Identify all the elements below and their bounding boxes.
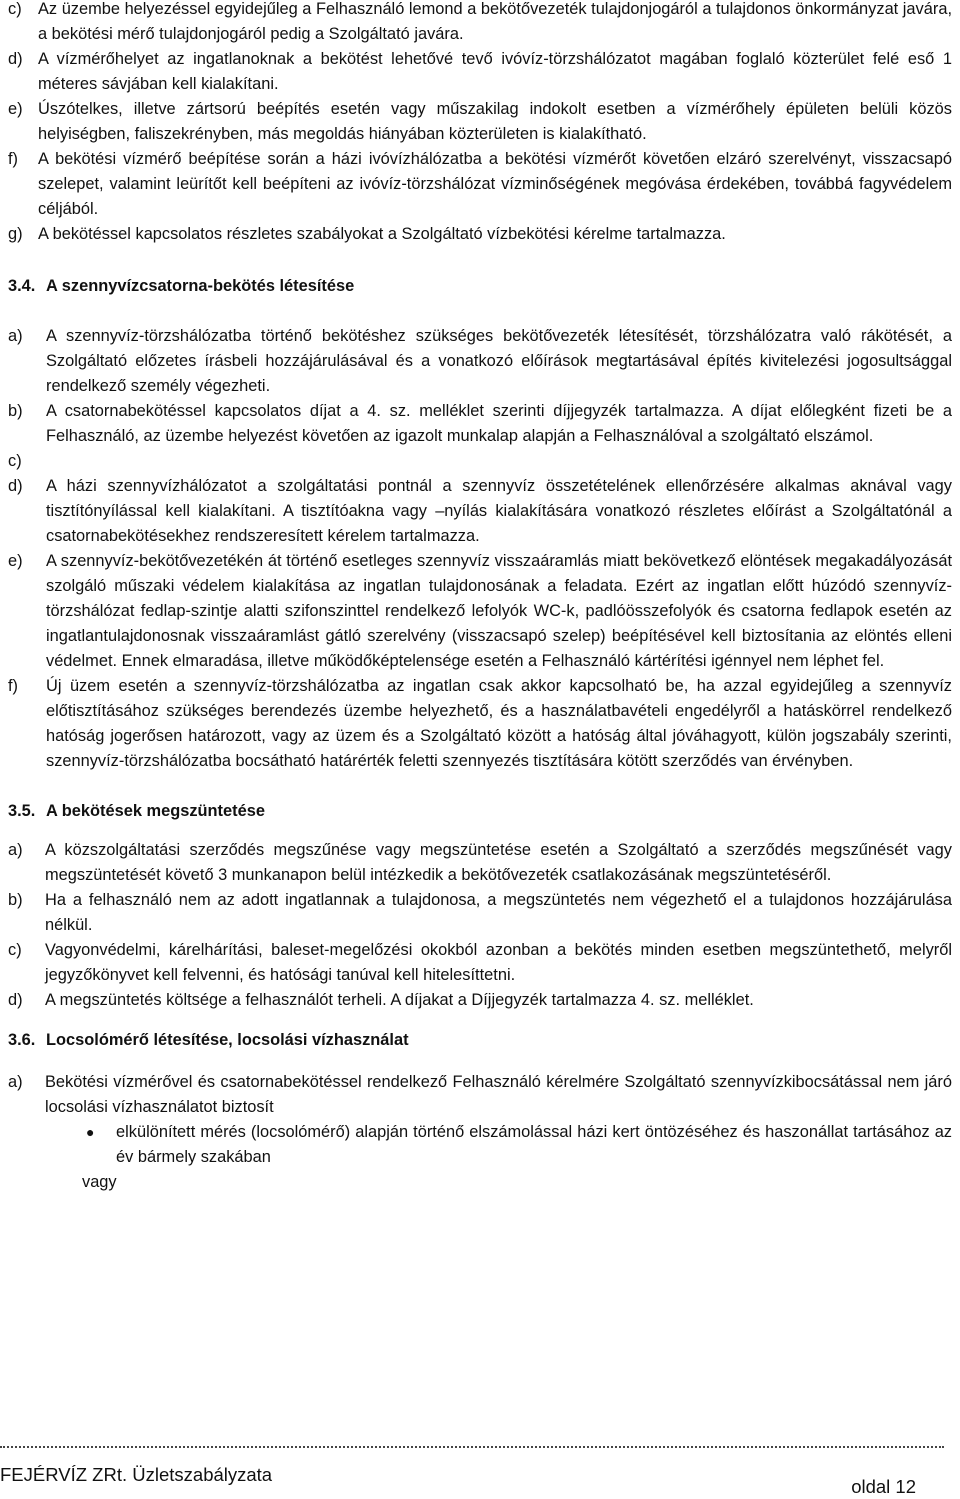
footer-divider	[0, 1446, 944, 1449]
list-marker: b)	[8, 402, 23, 420]
list-item	[8, 838, 952, 888]
section-list-irrigation	[8, 1070, 952, 1120]
list-marker: d)	[8, 477, 23, 495]
list-marker: f)	[8, 677, 19, 695]
list-item	[8, 324, 952, 399]
section-number: 3.4.	[8, 277, 36, 295]
list-item	[8, 0, 952, 47]
list-text: Új üzem esetén a szennyvíz-törzshálózatba az ingatlan csak akkor kapcsolható be, ha azzal egyidejűleg a szennyvíz előtisztításához szükséges berendezés üzembe helyezhető, és a használatbavételi engedélyről a hatáskörrel rendelkező hatóság jogerősen határozott, vagy az üzem és a Szolgáltató között a hatóság által jóváhagyott, külön jogszabály szerinti, szennyvíz-törzshálózatba bocsátható határérték feletti szennyezés tisztítására kötött szerződés van érvényben.	[46, 677, 952, 770]
list-marker: c)	[8, 941, 22, 959]
section-list-sewer-connection	[8, 324, 952, 774]
list-text	[46, 449, 952, 474]
list-text: A bekötéssel kapcsolatos részletes szabályokat a Szolgáltató vízbekötési kérelme tartalmazza.	[38, 225, 726, 243]
list-marker: c)	[8, 452, 22, 470]
list-text: Az üzembe helyezéssel egyidejűleg a Felhasználó lemond a bekötővezeték tulajdonjogáról a tulajdonos önkormányzat javára, a bekötési mérő tulajdonjogáról pedig a Szolgáltató javára.	[38, 0, 952, 43]
section-heading-3-4	[8, 274, 952, 299]
list-item	[8, 674, 952, 774]
section-heading-3-5	[8, 799, 952, 824]
list-item	[8, 474, 952, 549]
list-item	[8, 888, 952, 938]
list-item	[8, 47, 952, 97]
list-marker: a)	[8, 327, 23, 345]
section-title: A szennyvízcsatorna-bekötés létesítése	[46, 277, 355, 295]
trailing-word: vagy	[82, 1173, 117, 1191]
section-number: 3.5.	[8, 802, 36, 820]
list-marker: e)	[8, 100, 23, 118]
list-item	[8, 399, 952, 449]
list-text: A vízmérőhelyet az ingatlanoknak a bekötést lehetővé tevő ivóvíz-törzshálózatot magában foglaló közterület felé eső 1 méteres sávjában kell kialakítani.	[38, 50, 952, 93]
section-list-water-meter	[8, 0, 952, 247]
section-list-disconnection	[8, 838, 952, 1013]
list-item	[8, 1070, 952, 1120]
list-item	[8, 449, 952, 474]
list-marker: c)	[8, 0, 22, 18]
list-item	[8, 938, 952, 988]
list-item	[8, 549, 952, 674]
list-text: A szennyvíz-törzshálózatba történő bekötéshez szükséges bekötővezeték létesítését, törzshálózatra való rákötését, a Szolgáltató előzetes írásbeli hozzájárulásával és a vonatkozó előírások megtartásával építés kivitelezési jogosultsággal rendelkező személy végezheti.	[46, 327, 952, 395]
bullet-dot-icon: ●	[86, 1124, 95, 1140]
footer-page-number: oldal 12	[851, 1476, 916, 1497]
bullet-text: elkülönített mérés (locsolómérő) alapján történő elszámolással házi kert öntözéséhez és haszonállat tartásához az év bármely szakában	[116, 1123, 952, 1166]
list-item	[8, 97, 952, 147]
list-item	[8, 988, 952, 1013]
document-page	[8, 0, 952, 1195]
footer-document-title: FEJÉRVÍZ ZRt. Üzletszabályzata	[0, 1464, 273, 1485]
list-item	[8, 222, 952, 247]
list-marker: f)	[8, 150, 19, 168]
list-text: A szennyvíz-bekötővezetékén át történő esetleges szennyvíz visszaáramlás miatt bekövetkező elöntések megakadályozását szolgáló műszaki védelem kialakítása az ingatlan tulajdonosának a feladata. Ezért az ingatlan előtt húzódó szennyvíz-törzshálózat fedlap-szintje alatti szifonszinttel rendelkező lefolyók WC-k, padlóösszefolyók és csatorna fedlapok esetén az ingatlantulajdonosnak visszaáramlást gátló szerelvény (visszacsapó szelep) beépítésével kell biztosítania az elöntés elleni védelmet. Ennek elmaradása, illetve működőképtelensége esetén a Felhasználó kártérítési igénnyel nem léphet fel.	[46, 552, 952, 670]
list-text: A csatornabekötéssel kapcsolatos díjat a 4. sz. melléklet szerinti díjjegyzék tartalmazza. A díjat előlegként fizeti be a Felhasználó, az üzembe helyezést követően az igazolt munkalap alapján a Felhasználóval a szolgáltató elszámol.	[46, 402, 952, 445]
list-item	[8, 147, 952, 222]
section-title: A bekötések megszüntetése	[46, 802, 265, 820]
list-marker: b)	[8, 891, 23, 909]
bullet-item	[86, 1120, 952, 1170]
list-marker: d)	[8, 991, 23, 1009]
list-text: A bekötési vízmérő beépítése során a házi ivóvízhálózatba a bekötési vízmérőt követően elzáró szerelvényt, visszacsapó szelepet, valamint leürítőt kell beépíteni az ivóvíz-törzshálózat vízminőségének megóvása érdekében, továbbá fagyvédelem céljából.	[38, 150, 952, 218]
list-marker: g)	[8, 225, 23, 243]
list-text: A házi szennyvízhálózatot a szolgáltatási pontnál a szennyvíz összetételének ellenőrzésére alkalmas aknával vagy tisztítónyílással kell kialakítani. A tisztítóakna vagy –nyílás kialakítására vonatkozó részletes előírást a Szolgáltatónál a csatornabekötésekhez rendszeresített kérelem tartalmazza.	[46, 477, 952, 545]
list-marker: d)	[8, 50, 23, 68]
section-number: 3.6.	[8, 1031, 36, 1049]
list-text: A közszolgáltatási szerződés megszűnése vagy megszüntetése esetén a Szolgáltató a szerződés megszűnését vagy megszüntetését követő 3 munkanapon belül intézkedik a bekötővezeték csatlakozásának megszüntetéséről.	[45, 841, 952, 884]
list-text: Vagyonvédelmi, kárelhárítási, baleset-megelőzési okokból azonban a bekötés minden esetben megszüntethető, melyről jegyzőkönyvet kell felvenni, és hatósági tanúval kell hitelesíttetni.	[45, 941, 952, 984]
list-text: Úszótelkes, illetve zártsorú beépítés esetén vagy műszakilag indokolt esetben a vízmérőhely épületen belüli közös helyiségben, faliszekrényben, más megoldás hiányában közterületen is kialakítható.	[38, 100, 952, 143]
list-marker: e)	[8, 552, 23, 570]
section-heading-3-6	[8, 1028, 952, 1053]
list-text: A megszüntetés költsége a felhasználót terheli. A díjakat a Díjjegyzék tartalmazza 4. sz. melléklet.	[45, 991, 754, 1009]
list-marker: a)	[8, 841, 23, 859]
section-title: Locsolómérő létesítése, locsolási vízhasználat	[46, 1031, 409, 1049]
list-text: Ha a felhasználó nem az adott ingatlannak a tulajdonosa, a megszüntetés nem végezhető el a tulajdonos hozzájárulása nélkül.	[45, 891, 952, 934]
list-marker: a)	[8, 1073, 23, 1091]
list-text: Bekötési vízmérővel és csatornabekötéssel rendelkező Felhasználó kérelmére Szolgáltató szennyvízkibocsátással nem járó locsolási vízhasználatot biztosít	[45, 1073, 952, 1116]
